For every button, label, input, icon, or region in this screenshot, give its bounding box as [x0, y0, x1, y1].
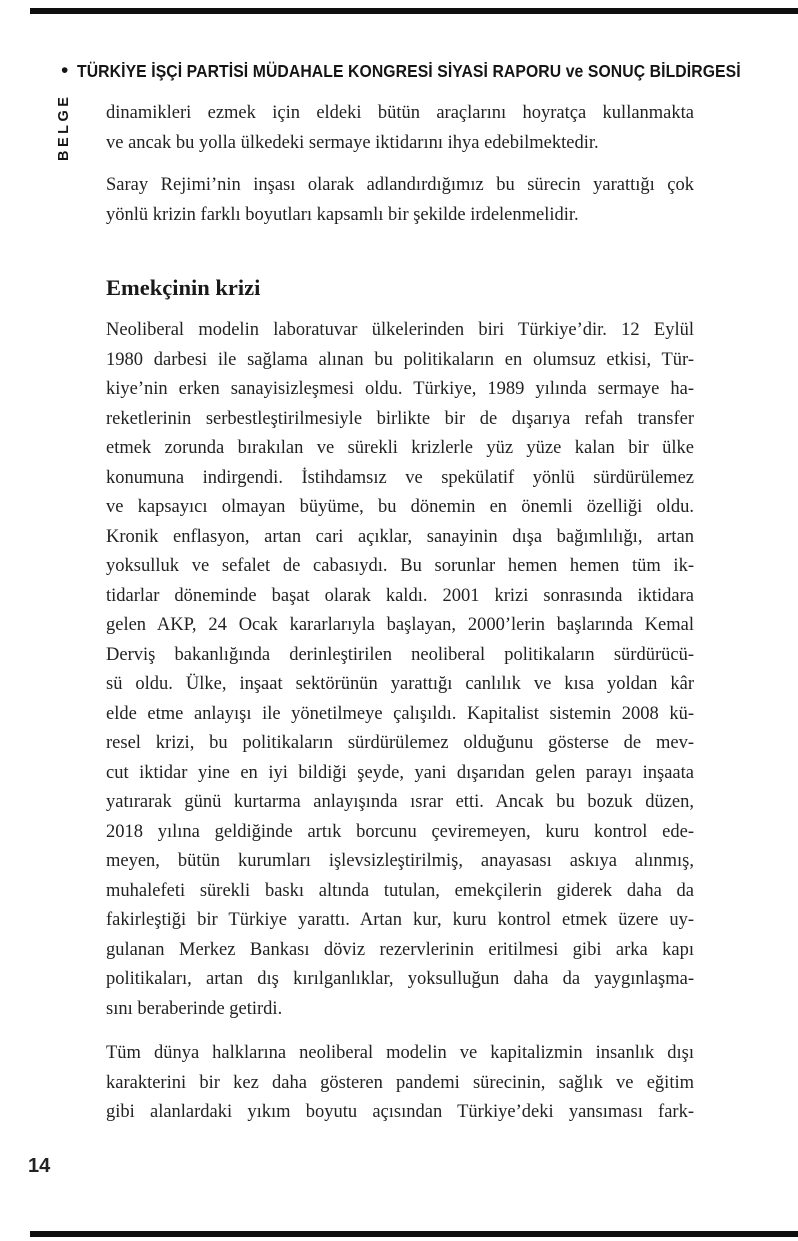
paragraph [106, 99, 694, 158]
text-line: meyen, bütün kurumları işlevsizleştirilmiş, anayasası askıya alınmış, [106, 851, 694, 871]
paragraph [106, 1039, 694, 1128]
sidebar-label-belge: BELGE [56, 93, 72, 161]
paragraph [106, 171, 694, 230]
text-line: konumuna indirgendi. İstihdamsız ve spekülatif yönlü sürdürülemez [106, 467, 694, 488]
text-line: kiye’nin erken sanayisizleşmesi oldu. Türkiye, 1989 yılında sermaye ha- [106, 379, 694, 399]
text-line: dinamikleri ezmek için eldeki bütün araçlarını hoyratça kullanmakta [106, 103, 694, 123]
paragraph [106, 316, 694, 1024]
text-line: Saray Rejimi’nin inşası olarak adlandırdığımız bu sürecin yarattığı çok [106, 175, 694, 195]
text-line: tidarlar döneminde başat olarak kaldı. 2001 krizi sonrasında iktidara [106, 585, 694, 606]
top-rule [30, 8, 798, 14]
text-line: gelen AKP, 24 Ocak kararlarıyla başlayan, 2000’lerin başlarında Kemal [106, 615, 694, 635]
page-body [106, 99, 694, 1128]
text-line: ve ancak bu yolla ülkedeki sermaye iktidarını ihya edebilmektedir. [106, 132, 599, 153]
text-line: 2018 yılına geldiğinde artık borcunu çeviremeyen, kuru kontrol ede- [106, 821, 694, 842]
text-line: sını beraberinde getirdi. [106, 998, 283, 1019]
text-line: karakterini bir kez daha gösteren pandemi sürecinin, sağlık ve eğitim [106, 1072, 694, 1093]
running-header [61, 61, 798, 81]
text-line: elde etme anlayışı ile yönetilmeye çalışıldı. Kapitalist sistemin 2008 kü- [106, 703, 694, 724]
running-header-title: TÜRKİYE İŞÇİ PARTİSİ MÜDAHALE KONGRESİ SİYASİ RAPORU ve SONUÇ BİLDİRGESİ [77, 61, 742, 81]
text-line: reketlerinin serbestleştirilmesiyle birlikte bir de dışarıya refah transfer [106, 408, 694, 429]
text-line: resel krizi, bu politikaların sürdürülemez olduğunu gösterse de mev- [106, 733, 694, 753]
text-line: gulanan Merkez Bankası döviz rezervlerinin eritilmesi gibi arka kapı [106, 939, 694, 960]
section-heading: Emekçinin krizi [106, 275, 261, 300]
text-line: yoksulluk ve sefalet de cabasıydı. Bu sorunlar hemen hemen tüm ik- [106, 556, 694, 576]
text-line: sü oldu. Ülke, inşaat sektörünün yarattığı canlılık ve kısa yoldan kâr [106, 674, 694, 694]
header-bullet-icon: • [61, 59, 69, 82]
text-line: Kronik enflasyon, artan cari açıklar, sanayinin dışa bağımlılığı, artan [106, 526, 694, 547]
text-line: ve kapsayıcı olmayan büyüme, bu dönemin en önemli özelliği oldu. [106, 497, 694, 517]
text-line: yönlü krizin farklı boyutları kapsamlı bir şekilde irdelenmelidir. [106, 204, 579, 225]
text-line: Neoliberal modelin laboratuvar ülkelerinden biri Türkiye’dir. 12 Eylül [106, 320, 694, 340]
text-line: fakirleştiği bir Türkiye yarattı. Artan kur, kuru kontrol etmek üzere uy- [106, 910, 694, 930]
text-line: Tüm dünya halklarına neoliberal modelin ve kapitalizmin insanlık dışı [106, 1043, 694, 1063]
text-line: Derviş bakanlığında derinleştirilen neoliberal politikaların sürdürücü- [106, 644, 694, 665]
text-line: yatırarak günü kurtarma anlayışında ısrar etti. Ancak bu bozuk düzen, [106, 792, 694, 812]
text-line: muhalefeti sürekli baskı altında tutulan, emekçilerin giderek daha da [106, 880, 694, 901]
page-number: 14 [28, 1155, 51, 1177]
text-line: 1980 darbesi ile sağlama alınan bu politikaların en olumsuz etkisi, Tür- [106, 349, 694, 370]
text-line: gibi alanlardaki yıkım boyutu açısından Türkiye’deki yansıması fark- [106, 1102, 694, 1122]
text-line: etmek zorunda bırakılan ve sürekli krizlerle yüz yüze kalan bir ülke [106, 438, 694, 458]
text-line: politikaları, artan dış kırılganlıklar, yoksulluğun daha da yaygınlaşma- [106, 969, 694, 989]
bottom-rule [30, 1231, 798, 1237]
text-line: cut iktidar yine en iyi bildiği şeyde, yani dışarıdan gelen parayı inşaata [106, 762, 694, 783]
